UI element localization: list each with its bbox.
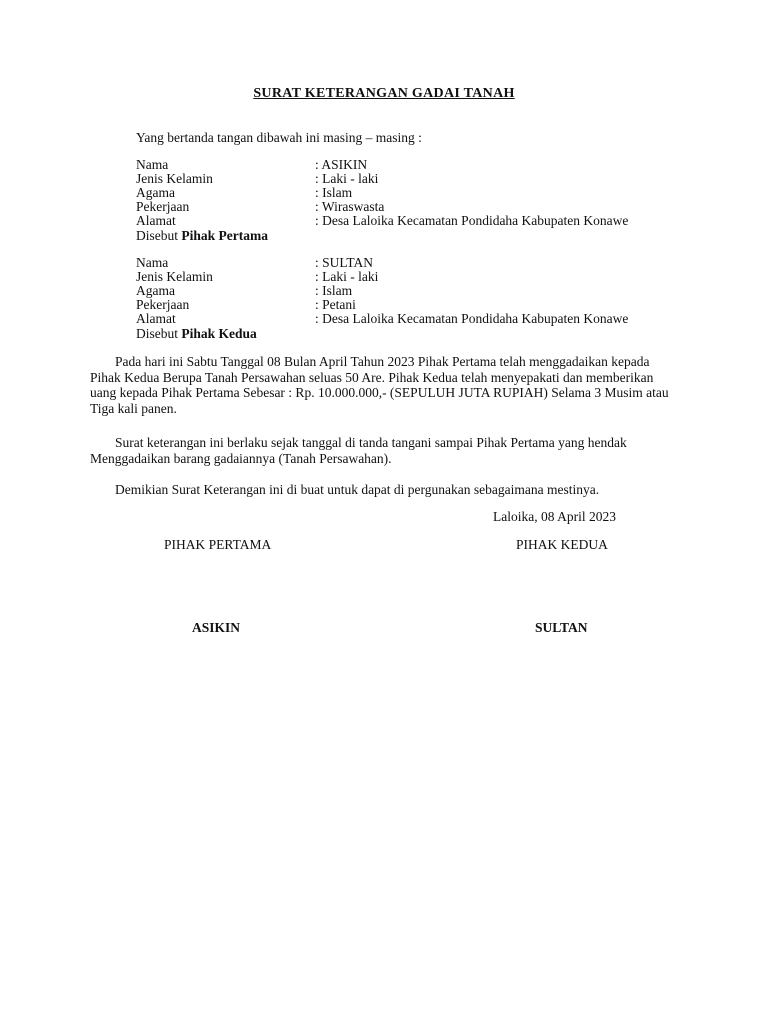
- field-label: Alamat: [136, 311, 176, 326]
- document-title: SURAT KETERANGAN GADAI TANAH: [253, 86, 515, 101]
- field-value: : Wiraswasta: [315, 199, 385, 214]
- field-value: : Petani: [315, 297, 356, 312]
- paragraph-closing: Demikian Surat Keterangan ini di buat untuk dapat di pergunakan sebagaimana mestinya.: [115, 482, 600, 497]
- disebut-bold: Pihak Pertama: [181, 228, 268, 243]
- signature-name-left: ASIKIN: [192, 620, 241, 635]
- disebut-pihak-pertama: [136, 229, 268, 243]
- field-label: Pekerjaan: [136, 297, 190, 312]
- field-label: Pekerjaan: [136, 199, 190, 214]
- disebut-prefix: Disebut: [136, 228, 182, 243]
- place-date: Laloika, 08 April 2023: [493, 509, 616, 524]
- field-value: : Desa Laloika Kecamatan Pondidaha Kabupaten Konawe: [315, 311, 629, 326]
- field-label: Nama: [136, 157, 169, 172]
- field-label: Agama: [136, 283, 175, 298]
- disebut-pihak-kedua: [136, 327, 257, 341]
- field-value: : Laki - laki: [315, 269, 379, 284]
- field-value: : Laki - laki: [315, 171, 379, 186]
- field-value: : Islam: [315, 185, 353, 200]
- field-label: Jenis Kelamin: [136, 269, 213, 284]
- signature-role-left: PIHAK PERTAMA: [164, 537, 272, 552]
- paragraph-agreement: Pada hari ini Sabtu Tanggal 08 Bulan April Tahun 2023 Pihak Pertama telah menggadaikan kepada Pihak Kedua Berupa Tanah Persawahan seluas 50 Are. Pihak Kedua telah menyepakati dan memberikan uang kepada Pihak Pertama Sebesar : Rp. 10.000.000,- (SEPULUH JUTA RUPIAH) Selama 3 Musim atau Tiga kali panen.: [90, 354, 669, 416]
- field-value: : Desa Laloika Kecamatan Pondidaha Kabupaten Konawe: [315, 213, 629, 228]
- field-value: : ASIKIN: [315, 157, 368, 172]
- field-label: Jenis Kelamin: [136, 171, 213, 186]
- signature-name-right: SULTAN: [535, 620, 588, 635]
- field-label: Agama: [136, 185, 175, 200]
- field-value: : Islam: [315, 283, 353, 298]
- disebut-bold: Pihak Kedua: [181, 326, 257, 341]
- disebut-prefix: Disebut: [136, 326, 182, 341]
- field-label: Nama: [136, 255, 169, 270]
- field-label: Alamat: [136, 213, 176, 228]
- field-value: : SULTAN: [315, 255, 374, 270]
- paragraph-validity: Surat keterangan ini berlaku sejak tanggal di tanda tangani sampai Pihak Pertama yang hendak Menggadaikan barang gadaiannya (Tanah Persawahan).: [90, 435, 627, 466]
- intro-text: Yang bertanda tangan dibawah ini masing – masing :: [136, 130, 422, 145]
- signature-role-right: PIHAK KEDUA: [516, 537, 608, 552]
